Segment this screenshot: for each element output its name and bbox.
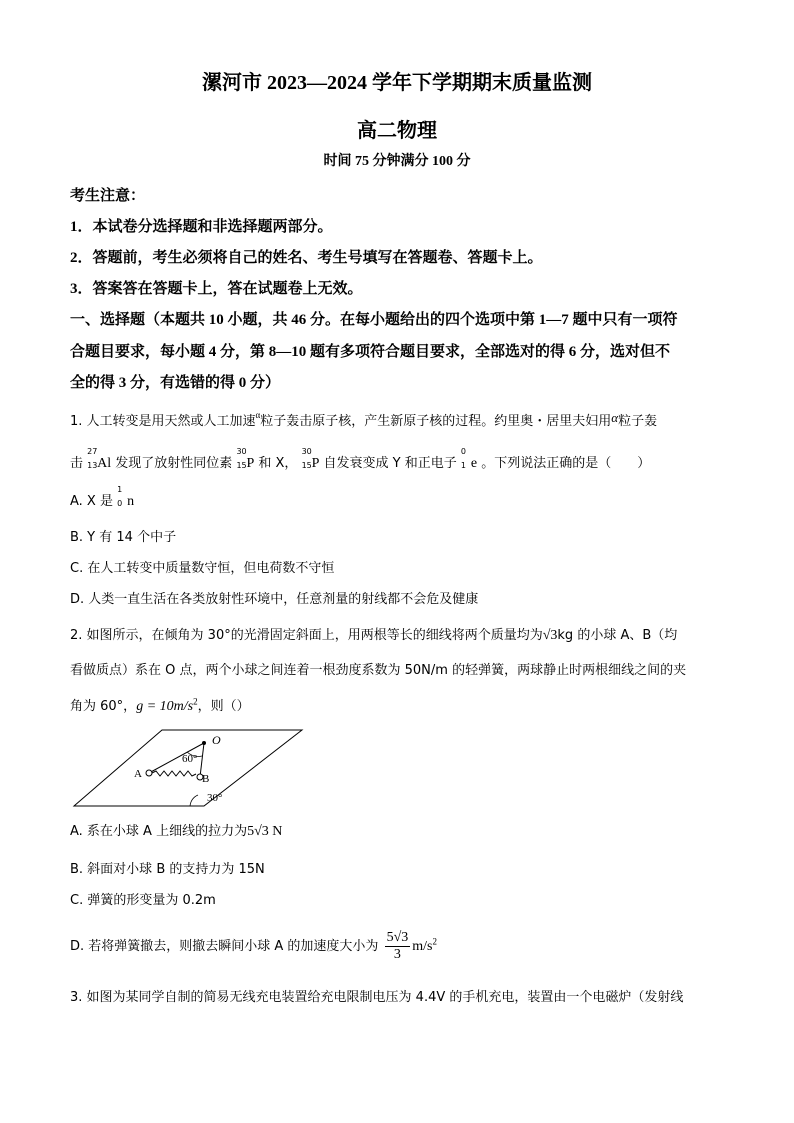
q2-text: ，则（） — [197, 699, 250, 714]
q2-option-a — [70, 820, 282, 840]
q2-g-expr: g = 10m/s — [136, 699, 194, 714]
label-angle-60: 60° — [182, 753, 198, 765]
q2-option-c: C. 弹簧的形变量为 0.2m — [70, 893, 216, 908]
q2-option-a-value: 5√3 N — [247, 824, 283, 839]
q1-text: 1. 人工转变是用天然或人工加速 — [70, 414, 256, 429]
section1-line-2: 合题目要求，每小题 4 分，第 8—10 题有多项符合题目要求，全部选对的得 6 分，选对但不 — [70, 344, 671, 360]
label-a: A — [134, 768, 142, 780]
label-o: O — [212, 733, 221, 747]
q1-text: 击 — [70, 456, 84, 471]
q2-option-d — [70, 930, 437, 963]
q2-option-d-fraction: $\frac{5√3}{3}$ — [386, 930, 409, 962]
q1-option-a — [70, 484, 135, 509]
notice-item-1: 1．本试卷分选择题和非选择题两部分。 — [70, 219, 333, 235]
point-o — [202, 741, 206, 745]
q2-option-a-text: A. 系在小球 A 上细线的拉力为 — [70, 824, 248, 839]
q1-text: 自发衰变成 Y 和正电子 — [323, 456, 457, 471]
q1-option-c: C. 在人工转变中质量数守恒，但电荷数不守恒 — [70, 561, 335, 576]
q2-stem-line-1 — [70, 624, 677, 644]
q1-text: 粒子轰击原子核，产生新原子核的过程。约里奥・居里夫妇用 — [260, 414, 612, 429]
notice-heading: 考生注意： — [70, 188, 146, 204]
q1-option-b: B. Y 有 14 个中子 — [70, 530, 177, 545]
exam-time-info: 时间 75 分钟满分 100 分 — [323, 154, 471, 169]
q2-text: kg 的小球 A、B（均 — [557, 628, 678, 643]
q2-option-d-sup: 2 — [432, 936, 437, 947]
q1-alpha: α — [611, 410, 619, 425]
q2-text: 2. 如图所示，在倾角为 30°的光滑固定斜面上，用两根等长的细线将两个质量均为 — [70, 628, 543, 643]
q1-text: 。下列说法正确的是（ ） — [481, 456, 651, 471]
exam-title: 漯河市 2023—2024 学年下学期期末质量监测 — [202, 72, 592, 94]
q1-stem-line-2 — [70, 446, 651, 471]
exam-subject: 高二物理 — [357, 120, 437, 142]
q1-option-a-text: A. X 是 — [70, 494, 113, 509]
section1-line-1: 一、选择题（本题共 10 小题，共 46 分。在每小题给出的四个选项中第 1—7 题中只有一项符 — [70, 312, 678, 328]
q2-text: 角为 60°， — [70, 699, 137, 714]
label-b: B — [202, 773, 210, 785]
nuclide-p-2: 30 15 P — [301, 446, 320, 471]
angle-30-arc — [190, 795, 198, 806]
q2-stem-line-3 — [70, 695, 250, 715]
q1-alpha-small: α — [255, 410, 261, 420]
q2-option-d-unit: m/s — [412, 939, 433, 954]
q3-stem-line-1: 3. 如图为某同学自制的简易无线充电装置给充电限制电压为 4.4V 的手机充电，装置由一个电磁炉（发射线 — [70, 990, 684, 1005]
ball-a — [146, 770, 152, 776]
nuclide-al: 27 13 Al — [87, 446, 112, 471]
q1-text: 发现了放射性同位素 — [115, 456, 233, 471]
q2-g-sup: 2 — [193, 696, 198, 707]
q1-stem-line-1 — [70, 410, 657, 429]
q1-text: 和 X， — [258, 456, 298, 471]
notice-item-3: 3．答案答在答题卡上，答在试题卷上无效。 — [70, 281, 363, 297]
label-angle-30: 30° — [207, 792, 223, 804]
nuclide-p: 30 15 P — [236, 446, 255, 471]
q2-mass: √3 — [542, 628, 558, 643]
q1-text: 粒子轰 — [618, 414, 658, 429]
q2-incline-figure — [72, 728, 304, 808]
incline-plane — [74, 730, 302, 806]
q2-option-d-text: D. 若将弹簧撤去，则撤去瞬间小球 A 的加速度大小为 — [70, 939, 379, 954]
string-b — [200, 743, 204, 777]
q2-option-b: B. 斜面对小球 B 的支持力为 15N — [70, 862, 265, 877]
nuclide-n: 1 0 n — [117, 484, 135, 509]
q1-option-d: D. 人类一直生活在各类放射性环境中，任意剂量的射线都不会危及健康 — [70, 592, 479, 607]
notice-item-2: 2．答题前，考生必须将自己的姓名、考生号填写在答题卷、答题卡上。 — [70, 250, 543, 266]
q2-stem-line-2: 看做质点）系在 O 点，两个小球之间连着一根劲度系数为 50N/m 的轻弹簧，两球静止时两根细线之间的夹 — [70, 663, 687, 678]
spring — [152, 771, 196, 776]
section1-line-3: 全的得 3 分，有选错的得 0 分） — [70, 375, 281, 391]
nuclide-positron: 0 1 e — [460, 446, 478, 471]
